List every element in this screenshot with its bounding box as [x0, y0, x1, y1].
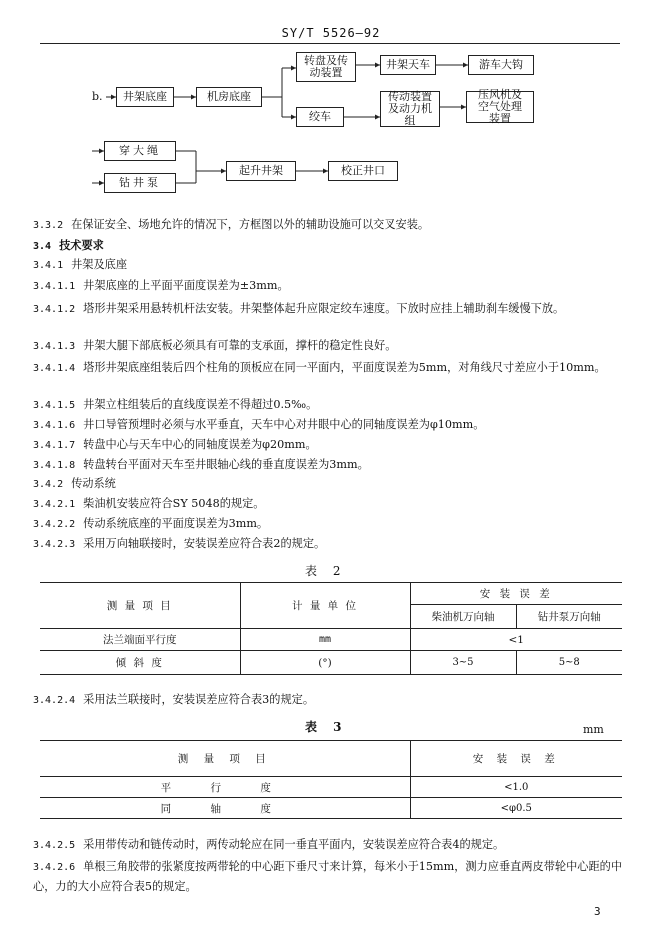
clause-3-4: 3.4 技术要求 — [33, 238, 104, 252]
t2-sub-pump: 钻井泵万向轴 — [516, 605, 622, 629]
table-2 — [40, 582, 622, 675]
clause-3-4-2-6: 3.4.2.6 单根三角胶带的张紧度按两带轮的中心距下垂尺寸来计算，每米小于15mm，测力应垂直两皮带轮中心距的中心，力的大小应符合表5的规定。 — [33, 860, 623, 893]
t2-header-error: 安 装 误 差 — [410, 583, 622, 605]
list-label-b: b. — [92, 90, 103, 103]
t2-row2-unit: (°) — [240, 651, 410, 675]
t2-row1-unit: mm — [240, 629, 410, 651]
clause-3-4-2-5: 3.4.2.5 采用带传动和链传动时，两传动轮应在同一垂直平面内，安装误差应符合表4的规定。 — [33, 838, 505, 851]
table2-title: 表 2 — [305, 564, 347, 578]
clause-3-4-1-3: 3.4.1.3 井架大腿下部底板必须具有可靠的支承面，撑杆的稳定性良好。 — [33, 339, 397, 352]
clause-3-4-1-2: 3.4.1.2 塔形井架采用悬转机杆法安装。井架整体起升应限定绞车速度。下放时应挂上辅助刹车缓慢下放。 — [33, 302, 565, 315]
box-jiaozheng-jingkou: 校正井口 — [328, 161, 398, 181]
page-number: 3 — [594, 905, 601, 918]
t2-row2-v1: 3~5 — [410, 651, 516, 675]
clause-3-4-1: 3.4.1 井架及底座 — [33, 258, 128, 271]
t3-row1-value: <1.0 — [410, 777, 622, 798]
standard-code: SY/T 5526—92 — [281, 26, 381, 40]
t2-header-item: 测 量 项 目 — [40, 583, 240, 629]
clause-3-4-1-4: 3.4.1.4 塔形井架底座组装后四个柱角的顶板应在同一平面内，平面度误差为5mm，对角线尺寸差应小于10mm。 — [33, 361, 606, 374]
clause-3-4-1-5: 3.4.1.5 井架立柱组装后的直线度误差不得超过0.5‰。 — [33, 398, 318, 411]
box-zuanjing-beng: 钻井泵 — [104, 173, 176, 193]
clause-3-4-2-4: 3.4.2.4 采用法兰联接时，安装误差应符合表3的规定。 — [33, 693, 315, 706]
clause-3-4-1-1: 3.4.1.1 井架底座的上平面平面度误差为±3mm。 — [33, 279, 289, 292]
box-chuan-dasheng: 穿大绳 — [104, 141, 176, 161]
header-rule — [40, 43, 620, 44]
table3-unit: mm — [583, 723, 604, 736]
clause-3-3-2: 3.3.2 在保证安全、场地允许的情况下，方框图以外的辅助设施可以交叉安装。 — [33, 218, 430, 231]
t3-row2-value: <φ0.5 — [500, 802, 532, 814]
t2-row2-item: 倾 斜 度 — [40, 651, 240, 675]
t2-sub-diesel: 柴油机万向轴 — [410, 605, 516, 629]
table-3 — [40, 740, 622, 819]
box-chuandong-zhuangzhi: 传动装置及动力机组 — [380, 91, 440, 127]
table3-title: 表 3 — [305, 720, 348, 734]
clause-3-4-1-8: 3.4.1.8 转盘转台平面对天车至井眼轴心线的垂直度误差为3mm。 — [33, 458, 369, 471]
installation-flow-diagram — [0, 50, 662, 200]
clause-3-4-2: 3.4.2 传动系统 — [33, 477, 116, 490]
t3-row1-item: 平 行 度 — [40, 777, 410, 798]
clause-3-4-2-3: 3.4.2.3 采用万向轴联接时，安装误差应符合表2的规定。 — [33, 537, 326, 550]
clause-3-4-2-2: 3.4.2.2 传动系统底座的平面度误差为3mm。 — [33, 517, 269, 530]
clause-3-4-2-1: 3.4.2.1 柴油机安装应符合SY 5048的规定。 — [33, 497, 265, 510]
clause-3-4-1-7: 3.4.1.7 转盘中心与天车中心的同轴度误差为φ20mm。 — [33, 438, 317, 451]
t3-row2-item: 同 轴 度 — [40, 798, 410, 819]
t2-row1-item: 法兰端面平行度 — [40, 629, 240, 651]
t2-header-unit: 计 量 单 位 — [240, 583, 410, 629]
box-jiaoche: 绞车 — [296, 107, 344, 127]
t3-header-error: 安 装 误 差 — [410, 741, 622, 777]
box-yafengji: 压风机及空气处理装置 — [466, 91, 534, 123]
t3-header-item: 测 量 项 目 — [40, 741, 410, 777]
box-jiajia-tianche: 井架天车 — [380, 55, 436, 75]
box-youche-dagou: 游车大钩 — [468, 55, 534, 75]
t2-row1-value: <1 — [410, 629, 622, 651]
box-zhuanpan: 转盘及传动装置 — [296, 52, 356, 82]
box-jiajia-dizuo: 井架底座 — [116, 87, 174, 107]
box-jifang-dizuo: 机房底座 — [196, 87, 262, 107]
box-qisheng-jiajia: 起升井架 — [226, 161, 296, 181]
clause-3-4-1-6: 3.4.1.6 井口导管预埋时必须与水平垂直，天车中心对井眼中心的同轴度误差为φ10mm。 — [33, 418, 485, 431]
t2-row2-v2: 5~8 — [558, 657, 580, 668]
